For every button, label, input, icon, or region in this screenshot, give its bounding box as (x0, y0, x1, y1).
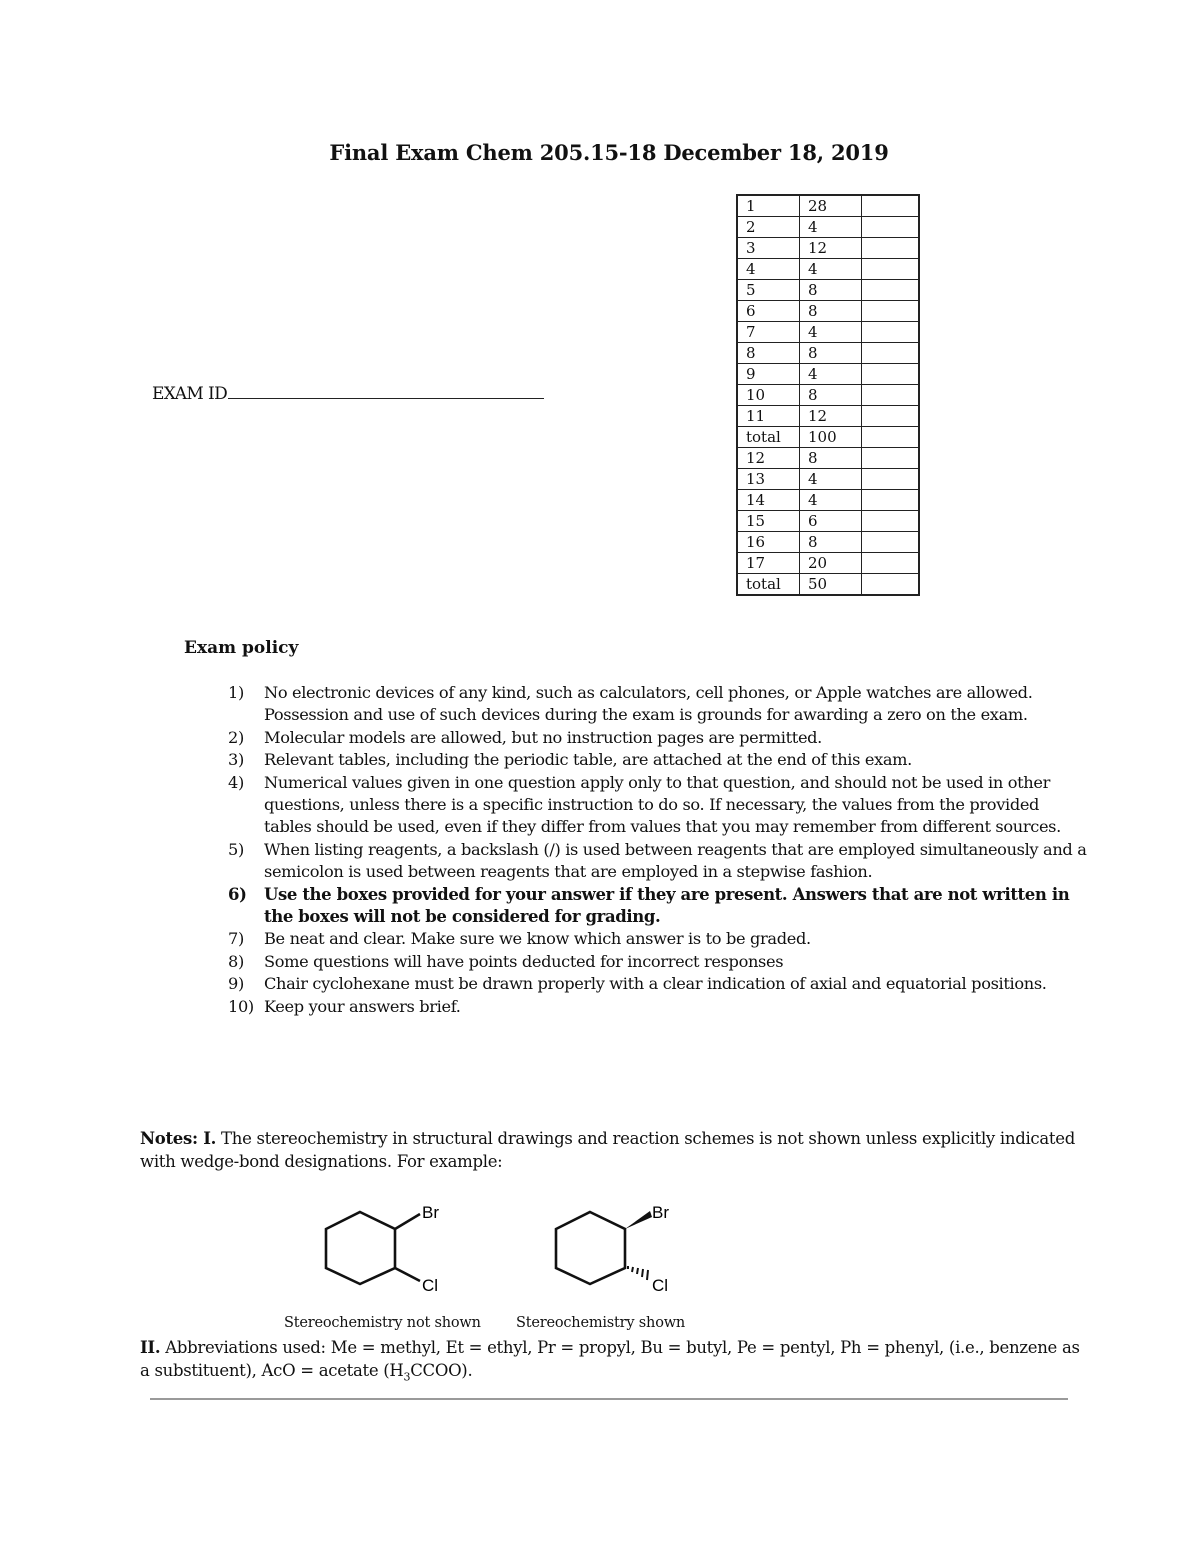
notes-label: Notes: I. (140, 1129, 217, 1148)
policy-item-text: Relevant tables, including the periodic table, are attached at the end of this exam. (264, 750, 912, 770)
notes-text: The stereochemistry in structural drawings and reaction schemes is not shown unless explicitly indicated with wedge-bond designations. For example: (140, 1129, 1075, 1171)
question-number-cell: total (737, 574, 800, 596)
horizontal-rule (150, 1398, 1068, 1400)
points-cell: 8 (800, 280, 862, 301)
question-number-cell: 16 (737, 532, 800, 553)
policy-item-text: Molecular models are allowed, but no instruction pages are permitted. (264, 727, 822, 747)
policy-item-number: 7) (228, 929, 244, 949)
question-number-cell: 4 (737, 259, 800, 280)
abbrev-label: II. (140, 1338, 161, 1357)
points-cell: 4 (800, 469, 862, 490)
points-cell: 12 (800, 238, 862, 259)
policy-item-text: Keep your answers brief. (264, 996, 461, 1016)
policy-item-text: Some questions will have points deducted for incorrect responses (264, 951, 784, 971)
wedge-bond (625, 1211, 652, 1229)
policy-item-text: Numerical values given in one question apply only to that question, and should not be used in other questions, unless there is a specific instruction to do so. If necessary, the values from the provided tables should be used, even if they differ from values that you may remember from different sources. (264, 772, 1061, 837)
question-number-cell: 6 (737, 301, 800, 322)
left-br-label: Br (422, 1203, 439, 1222)
points-cell: 100 (800, 427, 862, 448)
question-number-cell: 9 (737, 364, 800, 385)
question-number-cell: 12 (737, 448, 800, 469)
policy-item-text: Be neat and clear. Make sure we know which answer is to be graded. (264, 929, 811, 949)
points-cell: 4 (800, 490, 862, 511)
points-cell: 6 (800, 511, 862, 532)
policy-item-text: Chair cyclohexane must be drawn properly with a clear indication of axial and equatorial positions. (264, 974, 1047, 994)
points-cell: 8 (800, 532, 862, 553)
policy-item-number: 3) (228, 750, 244, 770)
policy-heading: Exam policy (184, 638, 299, 658)
caption-right: Stereochemistry shown (516, 1315, 686, 1331)
abbreviations-paragraph (140, 1336, 1080, 1388)
policy-item-number: 1) (228, 683, 244, 702)
question-number-cell: 2 (737, 217, 800, 238)
abbrev-subscript: 3 (403, 1370, 411, 1384)
hash-bond (628, 1266, 648, 1280)
points-cell: 20 (800, 553, 862, 574)
question-number-cell: 14 (737, 490, 800, 511)
policy-item-number: 9) (228, 974, 244, 994)
points-cell: 8 (800, 385, 862, 406)
policy-item-text: When listing reagents, a backslash (/) is used between reagents that are employed simultaneously and a semicolon is used between reagents that are employed in a stepwise fashion. (264, 839, 1087, 882)
points-cell: 12 (800, 406, 862, 427)
policy-item-number: 6) (228, 884, 247, 904)
question-number-cell: 8 (737, 343, 800, 364)
question-number-cell: total (737, 427, 800, 448)
exam-id-label: EXAM ID (152, 384, 228, 404)
question-number-cell: 17 (737, 553, 800, 574)
question-number-cell: 3 (737, 238, 800, 259)
points-cell: 8 (800, 448, 862, 469)
question-number-cell: 13 (737, 469, 800, 490)
points-cell: 4 (800, 364, 862, 385)
points-cell: 4 (800, 259, 862, 280)
points-cell: 28 (800, 195, 862, 217)
policy-item-text: No electronic devices of any kind, such as calculators, cell phones, or Apple watches are allowed. Possession and use of such devices during the exam is grounds for awarding a zero on the exam. (264, 683, 1033, 725)
policy-item-number: 5) (228, 839, 244, 859)
points-cell: 8 (800, 343, 862, 364)
caption-left: Stereochemistry not shown (284, 1315, 481, 1331)
question-number-cell: 7 (737, 322, 800, 343)
points-cell: 50 (800, 574, 862, 596)
policy-item-number: 2) (228, 727, 244, 747)
abbrev-text-before: Abbreviations used: Me = methyl, Et = ethyl, Pr = propyl, Bu = butyl, Pe = pentyl, Ph = phenyl, (i.e., benzene as a substituent), AcO = acetate (H (140, 1338, 1080, 1380)
question-number-cell: 10 (737, 385, 800, 406)
page-title: Final Exam Chem 205.15-18 December 18, 2019 (329, 140, 889, 165)
right-cl-label: Cl (652, 1276, 669, 1295)
points-cell: 4 (800, 322, 862, 343)
policy-item-text: Use the boxes provided for your answer if they are present. Answers that are not written in the boxes will not be considered for grading. (264, 884, 1070, 927)
policy-item-number: 8) (228, 951, 244, 971)
points-cell: 4 (800, 217, 862, 238)
abbrev-text-after: CCOO). (410, 1361, 473, 1380)
question-number-cell: 1 (737, 195, 800, 217)
cyclohexane-wedge (556, 1212, 625, 1284)
cyclohexane-plain (326, 1212, 420, 1284)
question-number-cell: 5 (737, 280, 800, 301)
policy-item-number: 10) (228, 996, 254, 1016)
question-number-cell: 11 (737, 406, 800, 427)
left-cl-label: Cl (422, 1276, 439, 1295)
points-cell: 8 (800, 301, 862, 322)
policy-item-number: 4) (228, 772, 244, 792)
right-br-label: Br (652, 1203, 669, 1222)
question-number-cell: 15 (737, 511, 800, 532)
